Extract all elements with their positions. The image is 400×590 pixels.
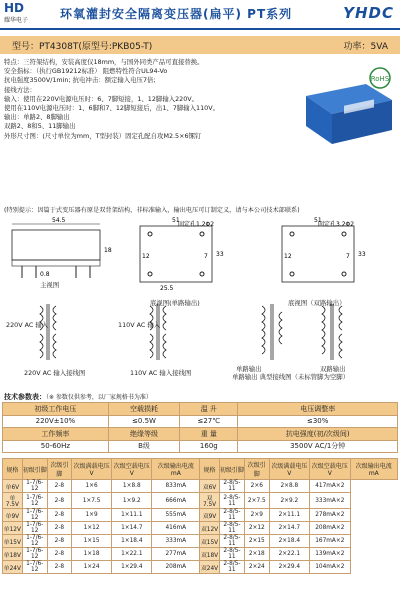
ratings-cell: 333mA: [152, 535, 200, 548]
description-line: 特点：三符架结构，安装高度仅18mm，与国外同类产品可直接替换。: [4, 58, 204, 66]
ratings-cell: 2-8/5-11: [219, 535, 244, 548]
ratings-cell: 167mA×2: [309, 535, 350, 548]
ratings-cell: 277mA: [152, 548, 200, 561]
ratings-cell: 2×11.1: [269, 509, 309, 522]
description-line: 安全指标：（执行GB19212标准） 阻燃特性符合UL94-Vo: [4, 67, 168, 76]
description-line: 输出：单路2、8脚输出: [4, 113, 70, 122]
caption-bottom-single: 底视图(单路输出): [150, 299, 200, 307]
caption-wiring-220: 220V AC 输入接线图: [24, 369, 86, 377]
ratings-table: [2, 458, 398, 574]
table-row: [3, 493, 398, 509]
ratings-cell: 1×9.2: [112, 493, 152, 509]
wiring-110-drawing: [150, 304, 166, 360]
ratings-header-cell: 规格: [3, 459, 23, 480]
page-title: 环氧灌封安全隔离变压器(扁平) PT系列: [60, 7, 293, 21]
spec-header: 重 量: [180, 428, 238, 441]
table-row: [3, 480, 398, 493]
ratings-cell: 单9V: [3, 509, 23, 522]
brand-logo: YHDC: [343, 4, 394, 22]
spec-value: 160g: [180, 440, 238, 453]
bottom-view-single-drawing: [140, 217, 224, 292]
params-title-text: 技术参数表：: [4, 393, 46, 401]
spec-value: 3500V AC/1分钟: [238, 440, 398, 453]
ratings-cell: 1×15: [72, 535, 112, 548]
ratings-cell: 2-8/5-11: [219, 509, 244, 522]
ratings-cell: 2×7.5: [244, 493, 269, 509]
ratings-cell: 2-8: [47, 548, 71, 561]
description-line: 双路2、8和5、11脚输出: [4, 122, 76, 131]
ratings-cell: 2×9.2: [269, 493, 309, 509]
ratings-cell: 2×22.1: [269, 548, 309, 561]
ratings-cell: 1×18.4: [112, 535, 152, 548]
ratings-cell: 单24V: [3, 561, 23, 574]
ratings-header-cell: 次级输出电流 mA: [152, 459, 200, 480]
ratings-cell: 1×24: [72, 561, 112, 574]
ratings-cell: 1×9: [72, 509, 112, 522]
ratings-cell: 2×18.4: [269, 535, 309, 548]
ratings-header-cell: 次级满载电压V: [269, 459, 309, 480]
ratings-cell: 1×18: [72, 548, 112, 561]
caption-bottom-dual: 底视图（双路输出）: [288, 299, 346, 307]
fix-hole-label-2: 固定孔3.2Φ2: [318, 221, 355, 228]
ratings-cell: 2×6: [244, 480, 269, 493]
ratings-cell: 2-8: [47, 535, 71, 548]
ratings-header-cell: 初级引脚: [22, 459, 47, 480]
bottom-view-dual-drawing: [282, 217, 366, 282]
ratings-cell: 139mA×2: [309, 548, 350, 561]
table-row: [3, 561, 398, 574]
dim-pin-main: 0.8: [40, 271, 50, 278]
dim-height-dual: 33: [358, 251, 366, 258]
model-number: 型号：PT4308T(原型号:PKB05-T): [12, 42, 153, 52]
ratings-cell: 1-7/6-12: [22, 561, 47, 574]
description-line: 使用在110V电源电压时：1、6脚和7、12脚短接后，出1、7脚输入110V。: [4, 104, 219, 113]
ratings-cell: 104mA×2: [309, 561, 350, 574]
description-line: 外形尺寸图：(尺寸单位为mm，T型封装）固定孔配自攻M2.5×6镙钉: [4, 131, 202, 140]
ratings-cell: 双15V: [200, 535, 220, 548]
ratings-cell: 2-8/5-11: [219, 480, 244, 493]
caption-input-110: 110V AC 输入: [118, 321, 161, 329]
ratings-cell: 2×29.4: [269, 561, 309, 574]
company-logo: [4, 2, 40, 26]
spec-value: ≤27℃: [180, 415, 238, 428]
ratings-cell: 单12V: [3, 522, 23, 535]
ratings-cell: 1-7/6-12: [22, 535, 47, 548]
table-row: [3, 535, 398, 548]
spec-value: ≤30%: [238, 415, 398, 428]
ratings-cell: 278mA×2: [309, 509, 350, 522]
ratings-cell: 1×8.8: [112, 480, 152, 493]
spec-header: 绝缘等级: [108, 428, 179, 441]
spec-header: 空载损耗: [108, 403, 179, 416]
ratings-cell: 2-8/5-11: [219, 548, 244, 561]
ratings-header-cell: 次级引脚: [244, 459, 269, 480]
ratings-cell: 1-7/6-12: [22, 493, 47, 509]
caption-single-typical: 单路输出 典型接线图（未标管脚为空脚）: [232, 373, 350, 381]
spec-header: 电压调整率: [238, 403, 398, 416]
spec-header: 温 升: [180, 403, 238, 416]
ratings-cell: 单6V: [3, 480, 23, 493]
ratings-header-cell: 次级引脚: [47, 459, 71, 480]
svg-text:7: 7: [346, 253, 350, 260]
description-line: 抗电强度3500V/1min; 抗电冲击：额定输入电压7倍;: [4, 76, 156, 85]
ratings-cell: 2-8: [47, 480, 71, 493]
spec-value: 50-60Hz: [3, 440, 109, 453]
ratings-cell: 双6V: [200, 480, 220, 493]
ratings-cell: 单7.5V: [3, 493, 23, 509]
description-block: [4, 58, 264, 141]
params-note: （※ 参数仅供参考，以厂家规格书为准）: [46, 394, 152, 401]
ratings-cell: 1-7/6-12: [22, 522, 47, 535]
logo-mark: HD: [4, 1, 25, 15]
special-note: (特别提示：因篇于式变压器有原是双背架结构，非标准输入，输出电压可订制定义，请与本公司技术部联系): [4, 207, 300, 214]
dim-pitch-single: 25.5: [160, 285, 174, 292]
description-line: 输入：使用在220V电源电压时：6、7脚短接，1、12脚输入220V。: [4, 94, 199, 103]
ratings-cell: 1×22.1: [112, 548, 152, 561]
spec-header: 工作频率: [3, 428, 109, 441]
ratings-cell: 833mA: [152, 480, 200, 493]
ratings-cell: 2×8.8: [269, 480, 309, 493]
ratings-header-cell: 初级引脚: [219, 459, 244, 480]
ratings-cell: 2×12: [244, 522, 269, 535]
ratings-cell: 2-8: [47, 522, 71, 535]
ratings-cell: 双9V: [200, 509, 220, 522]
svg-text:12: 12: [142, 253, 150, 260]
typical-wiring-drawing: [262, 304, 342, 360]
table-row: [3, 522, 398, 535]
svg-text:12: 12: [284, 253, 292, 260]
wiring-220-drawing: [40, 304, 56, 360]
ratings-cell: 2-8: [47, 493, 71, 509]
company-name: 耀华电子: [4, 17, 29, 24]
ratings-cell: 2×24: [244, 561, 269, 574]
table-row: [3, 509, 398, 522]
caption-main-view: 主视图: [40, 281, 60, 289]
ratings-cell: 双7.5V: [200, 493, 220, 509]
ratings-cell: 1×12: [72, 522, 112, 535]
ratings-header-cell: 次级空载电压V: [112, 459, 152, 480]
caption-dual: 双路输出: [320, 365, 346, 373]
product-photo: [296, 66, 396, 154]
ratings-cell: 666mA: [152, 493, 200, 509]
spec-header: 初级工作电压: [3, 403, 109, 416]
spec-value: 220V±10%: [3, 415, 109, 428]
caption-wiring-110: 110V AC 输入接线图: [130, 369, 192, 377]
main-view-drawing: [12, 217, 112, 278]
dim-height-single: 33: [216, 251, 224, 258]
ratings-header-row: [3, 459, 398, 480]
rohs-label: RoHS: [370, 75, 390, 83]
spec-header: 抗电强度(初/次级间): [238, 428, 398, 441]
params-title: [4, 392, 152, 402]
spec-value: ≤0.5W: [108, 415, 179, 428]
ratings-cell: 417mA×2: [309, 480, 350, 493]
ratings-cell: 2×15: [244, 535, 269, 548]
ratings-cell: 2×14.7: [269, 522, 309, 535]
dim-height-main: 18: [104, 247, 112, 254]
ratings-header-cell: 次级输出电流 mA: [350, 459, 397, 480]
ratings-cell: 555mA: [152, 509, 200, 522]
table-row: [3, 548, 398, 561]
ratings-cell: 1×11.1: [112, 509, 152, 522]
ratings-cell: 单18V: [3, 548, 23, 561]
fix-hole-label-1: 固定孔1.2Φ2: [178, 221, 215, 228]
ratings-cell: 单15V: [3, 535, 23, 548]
model-bar: [0, 36, 400, 54]
ratings-cell: 2-8/5-11: [219, 561, 244, 574]
ratings-cell: 1×7.5: [72, 493, 112, 509]
page-header: [0, 0, 400, 30]
ratings-cell: 2-8: [47, 509, 71, 522]
ratings-cell: 208mA: [152, 561, 200, 574]
ratings-cell: 2×9: [244, 509, 269, 522]
ratings-cell: 1×14.7: [112, 522, 152, 535]
ratings-cell: 2-8: [47, 561, 71, 574]
ratings-cell: 1-7/6-12: [22, 480, 47, 493]
ratings-cell: 1×6: [72, 480, 112, 493]
ratings-header-cell: 次级空载电压V: [309, 459, 350, 480]
spec-table: [2, 402, 398, 453]
ratings-cell: 1×29.4: [112, 561, 152, 574]
dimension-diagrams: [0, 212, 400, 392]
ratings-cell: 2-8/5-11: [219, 493, 244, 509]
caption-single: 单路输出: [236, 365, 262, 373]
dim-width-single: 51: [172, 217, 180, 224]
power-rating: 功率：5VA: [343, 42, 388, 52]
dim-width-main: 54.5: [52, 217, 66, 224]
description-line: 接线方法：: [4, 85, 36, 94]
ratings-cell: 333mA×2: [309, 493, 350, 509]
ratings-cell: 2-8/5-11: [219, 522, 244, 535]
ratings-header-cell: 次级满载电压V: [72, 459, 112, 480]
ratings-header-cell: 规格: [200, 459, 220, 480]
dim-width-dual: 51: [314, 217, 322, 224]
ratings-cell: 208mA×2: [309, 522, 350, 535]
ratings-cell: 2×18: [244, 548, 269, 561]
ratings-cell: 1-7/6-12: [22, 509, 47, 522]
caption-input-220: 220V AC 输入: [6, 321, 49, 329]
ratings-cell: 双18V: [200, 548, 220, 561]
svg-text:7: 7: [204, 253, 208, 260]
ratings-cell: 416mA: [152, 522, 200, 535]
spec-value: B级: [108, 440, 179, 453]
ratings-cell: 1-7/6-12: [22, 548, 47, 561]
ratings-cell: 双12V: [200, 522, 220, 535]
ratings-cell: 双24V: [200, 561, 220, 574]
